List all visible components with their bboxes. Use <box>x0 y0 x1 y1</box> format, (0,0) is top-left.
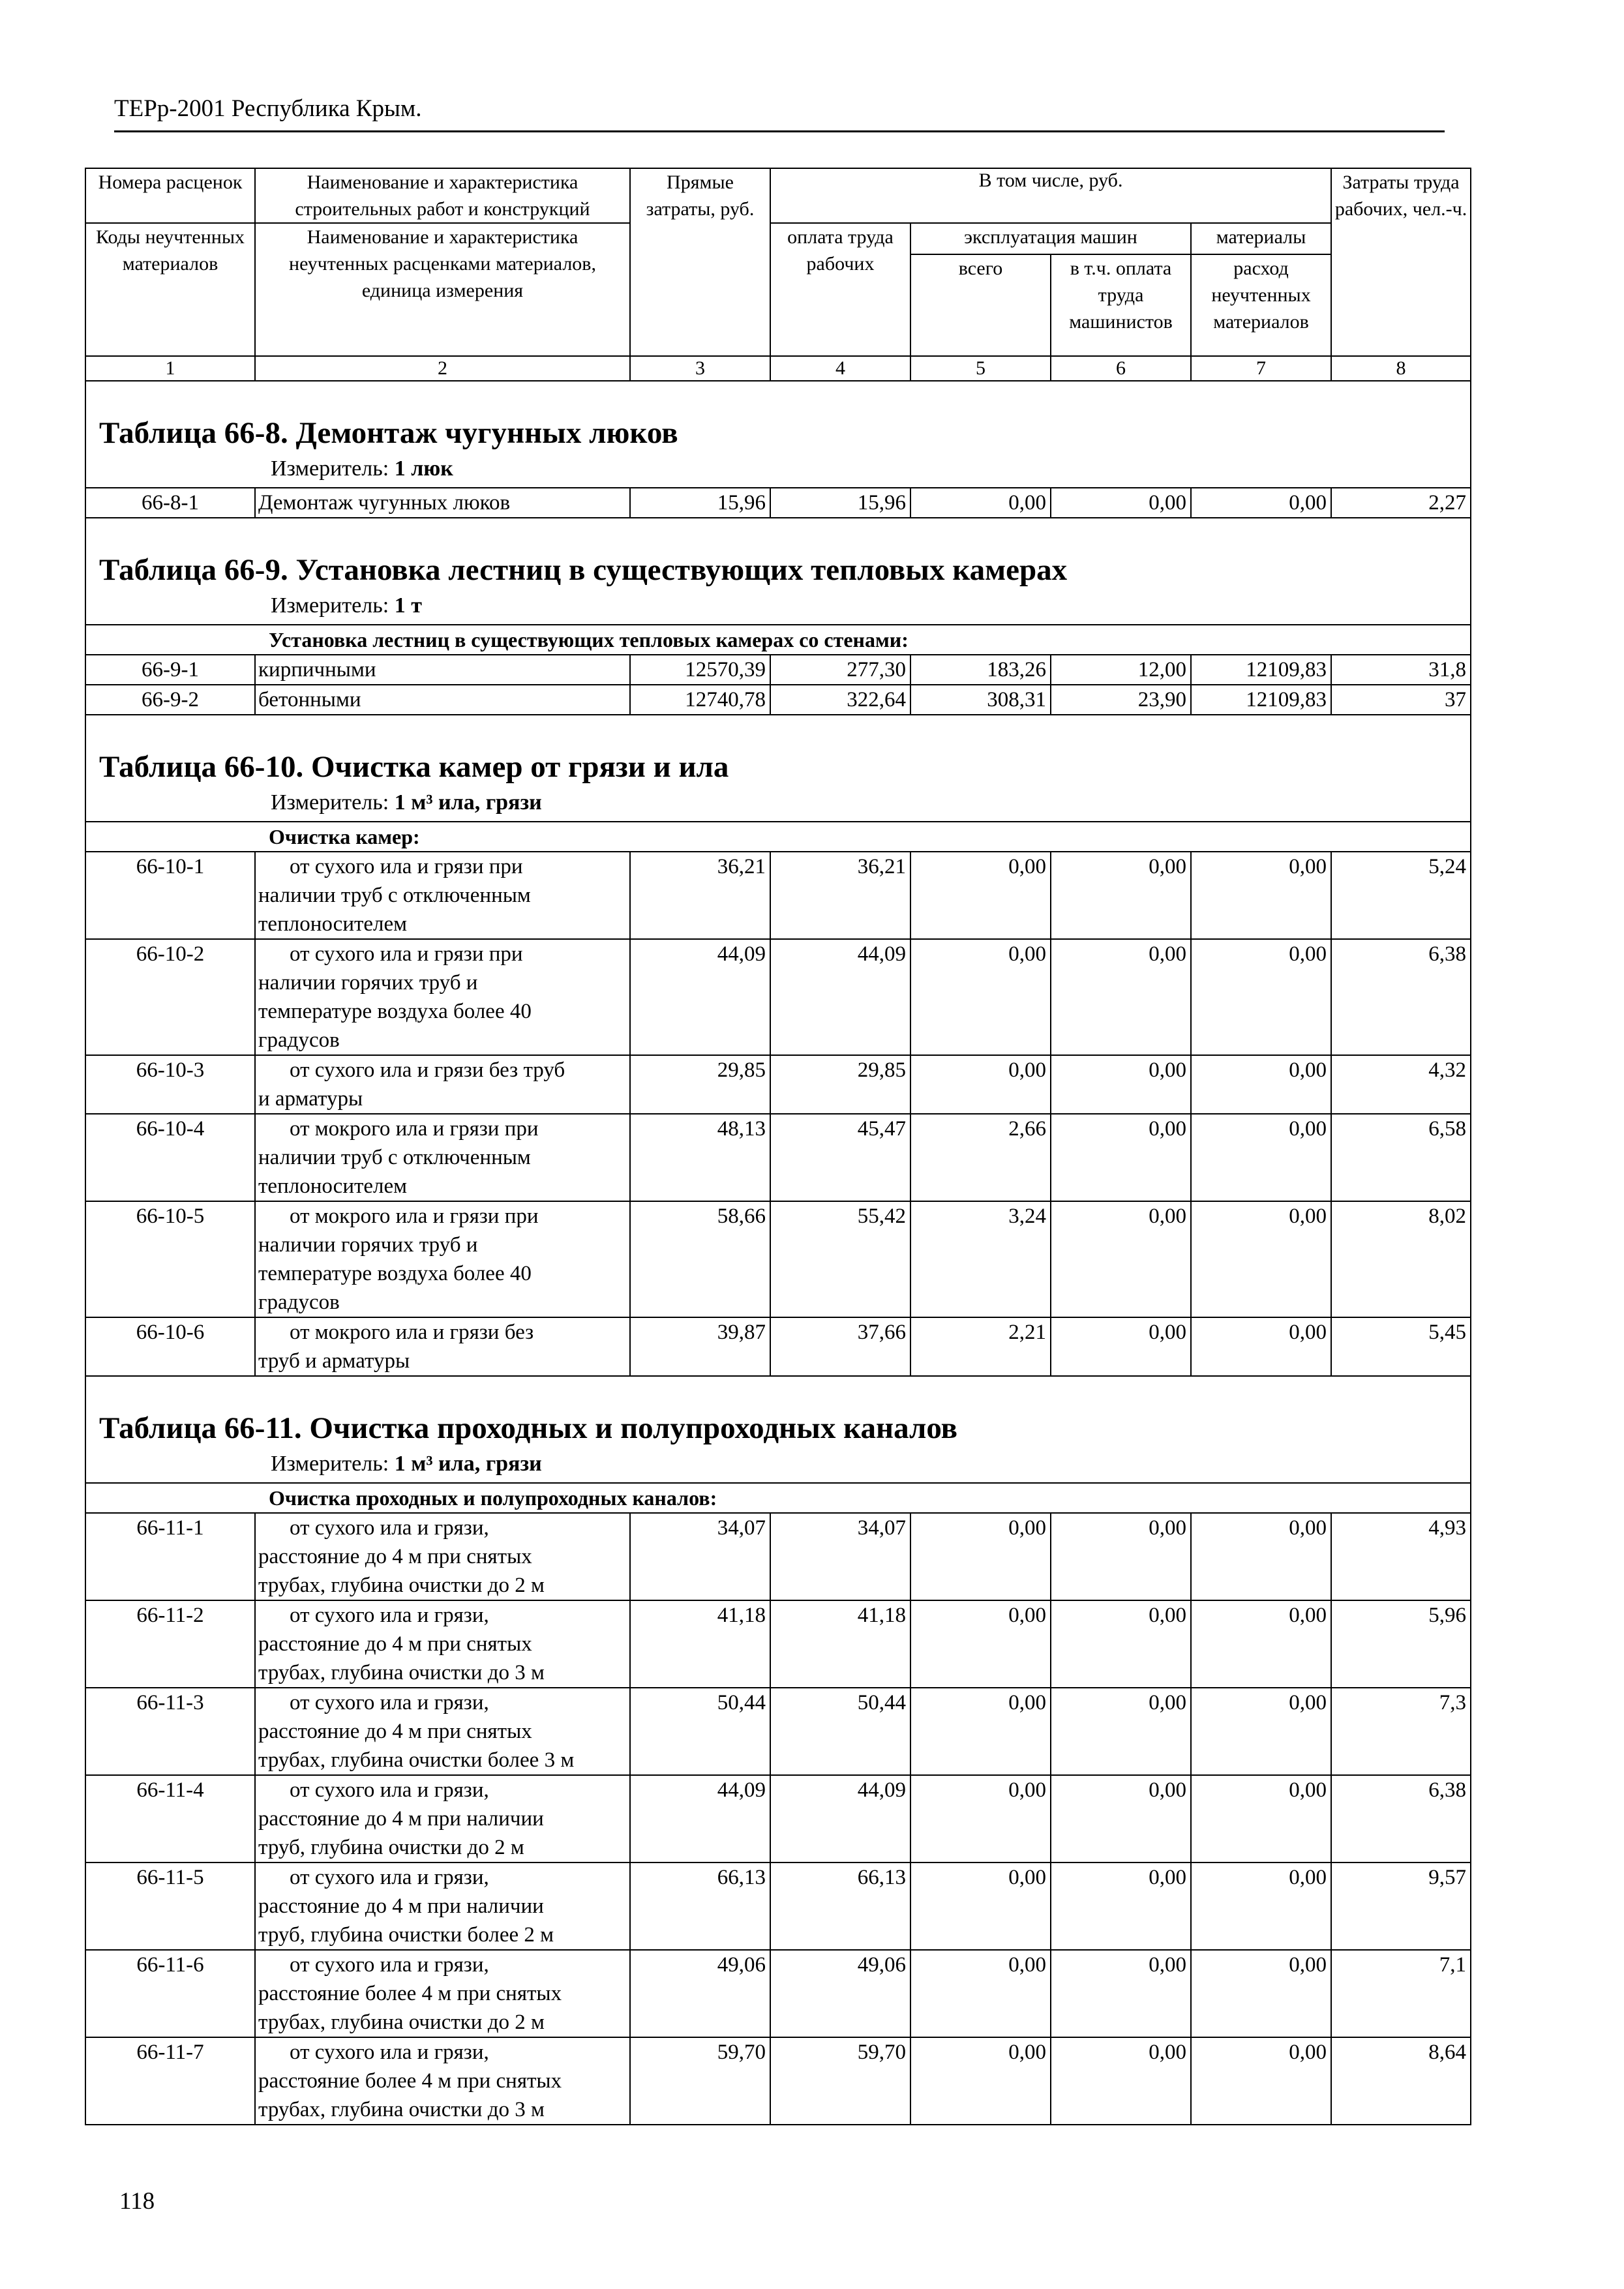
header-wages: оплата труда рабочих <box>770 223 910 356</box>
value-materials: 12109,83 <box>1191 685 1331 715</box>
value-machines: 2,66 <box>910 1114 1051 1201</box>
value-wages: 44,09 <box>770 1775 910 1863</box>
value-labor: 6,38 <box>1331 939 1471 1055</box>
column-number: 7 <box>1191 356 1331 381</box>
group-row <box>85 822 1471 852</box>
value-machines: 0,00 <box>910 1055 1051 1114</box>
header-machines-total: всего <box>910 254 1051 356</box>
header-material-name: Наименование и характеристика неучтенных расценками материалов, единица измерения <box>255 223 630 356</box>
table-row <box>85 2037 1471 2125</box>
rate-code: 66-9-1 <box>85 655 255 685</box>
work-name-line: труб и арматуры <box>258 1349 410 1373</box>
value-direct: 34,07 <box>630 1513 770 1600</box>
value-wages: 59,70 <box>770 2037 910 2125</box>
section-title: Таблица 66-9. Установка лестниц в существующих тепловых камерах <box>99 553 1068 587</box>
work-name-line: трубах, глубина очистки до 3 м <box>258 1661 545 1684</box>
work-name-line: расстояние до 4 м при наличии <box>258 1894 544 1918</box>
work-name-line: наличии горячих труб и <box>258 971 478 995</box>
value-machines: 0,00 <box>910 1950 1051 2037</box>
header-including: В том числе, руб. <box>770 168 1331 223</box>
value-machines: 3,24 <box>910 1201 1051 1317</box>
column-number: 3 <box>630 356 770 381</box>
table-row <box>85 852 1471 939</box>
work-name-line: расстояние до 4 м при снятых <box>258 1632 532 1656</box>
table-row <box>85 1863 1471 1950</box>
document-title: ТЕРр-2001 Республика Крым. <box>114 95 422 122</box>
work-name <box>255 852 630 939</box>
measure-label: Измеритель: <box>271 456 389 481</box>
rate-code: 66-10-3 <box>85 1055 255 1114</box>
work-name-line: и арматуры <box>258 1087 363 1111</box>
column-number: 2 <box>255 356 630 381</box>
value-wages: 41,18 <box>770 1600 910 1688</box>
work-name-line: расстояние до 4 м при снятых <box>258 1720 532 1743</box>
section-title: Таблица 66-10. Очистка камер от грязи и ила <box>99 750 729 784</box>
work-name <box>255 1055 630 1114</box>
value-wages: 37,66 <box>770 1317 910 1376</box>
section-title: Таблица 66-11. Очистка проходных и полупроходных каналов <box>99 1411 958 1445</box>
header-materials-unaccounted: расход неучтенных материалов <box>1191 254 1331 356</box>
value-labor: 31,8 <box>1331 655 1471 685</box>
header-rate-numbers: Номера расценок <box>85 168 255 223</box>
section-header <box>85 1376 1471 1483</box>
work-name <box>255 1317 630 1376</box>
value-labor: 6,38 <box>1331 1775 1471 1863</box>
work-name-line: расстояние до 4 м при снятых <box>258 1545 532 1568</box>
measure-label: Измеритель: <box>271 1452 389 1476</box>
value-direct: 44,09 <box>630 939 770 1055</box>
value-machinists: 0,00 <box>1051 1688 1191 1775</box>
work-name-line: труб, глубина очистки до 2 м <box>258 1836 524 1859</box>
value-wages: 34,07 <box>770 1513 910 1600</box>
value-machinists: 23,90 <box>1051 685 1191 715</box>
column-number: 1 <box>85 356 255 381</box>
work-name-line: от сухого ила и грязи при <box>290 855 523 878</box>
table-row <box>85 1201 1471 1317</box>
value-machinists: 0,00 <box>1051 2037 1191 2125</box>
work-name <box>255 1863 630 1950</box>
measure-label: Измеритель: <box>271 593 389 618</box>
work-name-line: от мокрого ила и грязи при <box>290 1117 539 1141</box>
section-header <box>85 381 1471 488</box>
work-name <box>255 939 630 1055</box>
table-row <box>85 685 1471 715</box>
header-work-name: Наименование и характеристика строительных работ и конструкций <box>255 168 630 223</box>
work-name-line: расстояние более 4 м при снятых <box>258 2069 562 2093</box>
value-direct: 12570,39 <box>630 655 770 685</box>
value-machines: 0,00 <box>910 2037 1051 2125</box>
measure-line <box>99 591 1470 620</box>
value-materials: 12109,83 <box>1191 655 1331 685</box>
rate-code: 66-10-1 <box>85 852 255 939</box>
rate-code: 66-10-6 <box>85 1317 255 1376</box>
table-row <box>85 1114 1471 1201</box>
work-name <box>255 2037 630 2125</box>
column-number: 6 <box>1051 356 1191 381</box>
value-direct: 50,44 <box>630 1688 770 1775</box>
work-name-line: от сухого ила и грязи, <box>290 1516 489 1540</box>
header-machines: эксплуатация машин <box>910 223 1191 254</box>
work-name <box>255 1201 630 1317</box>
value-labor: 2,27 <box>1331 488 1471 518</box>
measure-line <box>99 788 1470 817</box>
header-direct-costs: Прямые затраты, руб. <box>630 168 770 356</box>
value-machines: 0,00 <box>910 488 1051 518</box>
section-title-row <box>85 1376 1471 1483</box>
rate-code: 66-11-3 <box>85 1688 255 1775</box>
work-name-line: расстояние до 4 м при наличии <box>258 1807 544 1831</box>
value-machines: 0,00 <box>910 852 1051 939</box>
group-row <box>85 625 1471 655</box>
value-materials: 0,00 <box>1191 1688 1331 1775</box>
value-machinists: 0,00 <box>1051 1950 1191 2037</box>
value-machines: 0,00 <box>910 1775 1051 1863</box>
value-labor: 4,93 <box>1331 1513 1471 1600</box>
value-direct: 39,87 <box>630 1317 770 1376</box>
work-name-line: от мокрого ила и грязи при <box>290 1204 539 1228</box>
value-machines: 183,26 <box>910 655 1051 685</box>
measure-value: 1 т <box>394 593 422 618</box>
work-name-line: от сухого ила и грязи, <box>290 1866 489 1889</box>
group-title: Очистка камер: <box>85 822 1471 852</box>
rate-code: 66-9-2 <box>85 685 255 715</box>
value-direct: 59,70 <box>630 2037 770 2125</box>
table-row <box>85 1513 1471 1600</box>
measure-line <box>99 1450 1470 1478</box>
table-row <box>85 1317 1471 1376</box>
value-direct: 29,85 <box>630 1055 770 1114</box>
value-wages: 36,21 <box>770 852 910 939</box>
work-name-line: от мокрого ила и грязи без <box>290 1321 534 1344</box>
group-title: Установка лестниц в существующих тепловых камерах со стенами: <box>85 625 1471 655</box>
work-name-line: от сухого ила и грязи, <box>290 2041 489 2064</box>
value-wages: 277,30 <box>770 655 910 685</box>
work-name-line: трубах, глубина очистки до 2 м <box>258 2011 545 2034</box>
value-wages: 50,44 <box>770 1688 910 1775</box>
value-materials: 0,00 <box>1191 1513 1331 1600</box>
work-name <box>255 1513 630 1600</box>
work-name-line: от сухого ила и грязи, <box>290 1778 489 1802</box>
header-labor: Затраты труда рабочих, чел.-ч. <box>1331 168 1471 356</box>
column-number: 4 <box>770 356 910 381</box>
value-machinists: 0,00 <box>1051 488 1191 518</box>
work-name: бетонными <box>255 685 630 715</box>
rate-code: 66-8-1 <box>85 488 255 518</box>
value-machinists: 0,00 <box>1051 1317 1191 1376</box>
work-name-line: от сухого ила и грязи без труб <box>290 1058 565 1082</box>
rate-code: 66-11-2 <box>85 1600 255 1688</box>
work-name-line: труб, глубина очистки более 2 м <box>258 1923 554 1947</box>
value-machines: 0,00 <box>910 939 1051 1055</box>
value-labor: 7,3 <box>1331 1688 1471 1775</box>
value-wages: 44,09 <box>770 939 910 1055</box>
work-name-line: градусов <box>258 1291 340 1314</box>
value-machines: 0,00 <box>910 1688 1051 1775</box>
section-title-row <box>85 381 1471 488</box>
group-row <box>85 1483 1471 1513</box>
section-title-row <box>85 518 1471 625</box>
work-name <box>255 1688 630 1775</box>
work-name-line: от сухого ила и грязи, <box>290 1953 489 1977</box>
measure-line <box>99 455 1470 483</box>
value-direct: 12740,78 <box>630 685 770 715</box>
rate-code: 66-11-7 <box>85 2037 255 2125</box>
work-name: Демонтаж чугунных люков <box>255 488 630 518</box>
work-name-line: от сухого ила и грязи при <box>290 942 523 966</box>
value-machines: 0,00 <box>910 1863 1051 1950</box>
header-machinists-wages: в т.ч. оплата труда машинистов <box>1051 254 1191 356</box>
value-machines: 308,31 <box>910 685 1051 715</box>
measure-label: Измеритель: <box>271 790 389 815</box>
value-labor: 9,57 <box>1331 1863 1471 1950</box>
value-materials: 0,00 <box>1191 939 1331 1055</box>
work-name <box>255 1114 630 1201</box>
value-materials: 0,00 <box>1191 1114 1331 1201</box>
value-wages: 55,42 <box>770 1201 910 1317</box>
value-labor: 8,64 <box>1331 2037 1471 2125</box>
rate-code: 66-11-4 <box>85 1775 255 1863</box>
section-header <box>85 715 1471 822</box>
work-name-line: трубах, глубина очистки до 2 м <box>258 1574 545 1597</box>
measure-value: 1 люк <box>394 456 453 481</box>
value-wages: 66,13 <box>770 1863 910 1950</box>
column-number: 8 <box>1331 356 1471 381</box>
work-name <box>255 1600 630 1688</box>
value-wages: 49,06 <box>770 1950 910 2037</box>
value-machinists: 0,00 <box>1051 852 1191 939</box>
rate-code: 66-10-4 <box>85 1114 255 1201</box>
value-machines: 2,21 <box>910 1317 1051 1376</box>
table-row <box>85 1950 1471 2037</box>
work-name-line: расстояние более 4 м при снятых <box>258 1982 562 2005</box>
table-row <box>85 655 1471 685</box>
section-header <box>85 518 1471 625</box>
value-machinists: 0,00 <box>1051 939 1191 1055</box>
value-machinists: 0,00 <box>1051 1600 1191 1688</box>
rate-code: 66-11-6 <box>85 1950 255 2037</box>
table-row <box>85 1688 1471 1775</box>
value-direct: 36,21 <box>630 852 770 939</box>
title-rule <box>114 130 1445 132</box>
page-number: 118 <box>119 2188 155 2215</box>
value-direct: 49,06 <box>630 1950 770 2037</box>
work-name: кирпичными <box>255 655 630 685</box>
rate-code: 66-11-1 <box>85 1513 255 1600</box>
work-name <box>255 1775 630 1863</box>
work-name-line: теплоносителем <box>258 912 408 936</box>
value-materials: 0,00 <box>1191 852 1331 939</box>
value-machinists: 0,00 <box>1051 1114 1191 1201</box>
work-name-line: теплоносителем <box>258 1174 408 1198</box>
rate-code: 66-11-5 <box>85 1863 255 1950</box>
value-wages: 45,47 <box>770 1114 910 1201</box>
value-machinists: 0,00 <box>1051 1863 1191 1950</box>
value-materials: 0,00 <box>1191 1317 1331 1376</box>
work-name-line: наличии горячих труб и <box>258 1233 478 1257</box>
header-materials: материалы <box>1191 223 1331 254</box>
value-machinists: 12,00 <box>1051 655 1191 685</box>
value-materials: 0,00 <box>1191 1863 1331 1950</box>
table-row <box>85 488 1471 518</box>
value-labor: 7,1 <box>1331 1950 1471 2037</box>
table-row <box>85 1600 1471 1688</box>
group-title: Очистка проходных и полупроходных каналов: <box>85 1483 1471 1513</box>
measure-value: 1 м³ ила, грязи <box>394 790 542 815</box>
value-materials: 0,00 <box>1191 1600 1331 1688</box>
value-materials: 0,00 <box>1191 1055 1331 1114</box>
table-row <box>85 1775 1471 1863</box>
rates-table <box>85 168 1471 2125</box>
value-machines: 0,00 <box>910 1513 1051 1600</box>
measure-value: 1 м³ ила, грязи <box>394 1452 542 1476</box>
work-name-line: температуре воздуха более 40 <box>258 1262 532 1285</box>
value-wages: 15,96 <box>770 488 910 518</box>
value-direct: 58,66 <box>630 1201 770 1317</box>
value-labor: 5,45 <box>1331 1317 1471 1376</box>
section-title: Таблица 66-8. Демонтаж чугунных люков <box>99 416 678 450</box>
work-name-line: трубах, глубина очистки более 3 м <box>258 1748 575 1772</box>
table-row <box>85 939 1471 1055</box>
value-direct: 41,18 <box>630 1600 770 1688</box>
value-labor: 5,96 <box>1331 1600 1471 1688</box>
work-name-line: наличии труб с отключенным <box>258 1146 531 1169</box>
value-labor: 8,02 <box>1331 1201 1471 1317</box>
work-name-line: от сухого ила и грязи, <box>290 1691 489 1714</box>
work-name-line: температуре воздуха более 40 <box>258 1000 532 1023</box>
column-number: 5 <box>910 356 1051 381</box>
value-materials: 0,00 <box>1191 2037 1331 2125</box>
value-machinists: 0,00 <box>1051 1055 1191 1114</box>
value-machines: 0,00 <box>910 1600 1051 1688</box>
value-machinists: 0,00 <box>1051 1201 1191 1317</box>
value-materials: 0,00 <box>1191 488 1331 518</box>
value-machinists: 0,00 <box>1051 1513 1191 1600</box>
value-labor: 4,32 <box>1331 1055 1471 1114</box>
value-labor: 37 <box>1331 685 1471 715</box>
rate-code: 66-10-2 <box>85 939 255 1055</box>
value-materials: 0,00 <box>1191 1201 1331 1317</box>
section-title-row <box>85 715 1471 822</box>
value-labor: 5,24 <box>1331 852 1471 939</box>
rate-code: 66-10-5 <box>85 1201 255 1317</box>
value-materials: 0,00 <box>1191 1950 1331 2037</box>
value-direct: 15,96 <box>630 488 770 518</box>
work-name-line: градусов <box>258 1028 340 1052</box>
value-machinists: 0,00 <box>1051 1775 1191 1863</box>
value-direct: 66,13 <box>630 1863 770 1950</box>
work-name-line: от сухого ила и грязи, <box>290 1604 489 1627</box>
value-direct: 48,13 <box>630 1114 770 1201</box>
work-name-line: наличии труб с отключенным <box>258 884 531 907</box>
work-name <box>255 1950 630 2037</box>
value-direct: 44,09 <box>630 1775 770 1863</box>
value-wages: 322,64 <box>770 685 910 715</box>
value-materials: 0,00 <box>1191 1775 1331 1863</box>
value-wages: 29,85 <box>770 1055 910 1114</box>
table-row <box>85 1055 1471 1114</box>
value-labor: 6,58 <box>1331 1114 1471 1201</box>
work-name-line: трубах, глубина очистки до 3 м <box>258 2098 545 2121</box>
header-material-codes: Коды неучтенных материалов <box>85 223 255 356</box>
